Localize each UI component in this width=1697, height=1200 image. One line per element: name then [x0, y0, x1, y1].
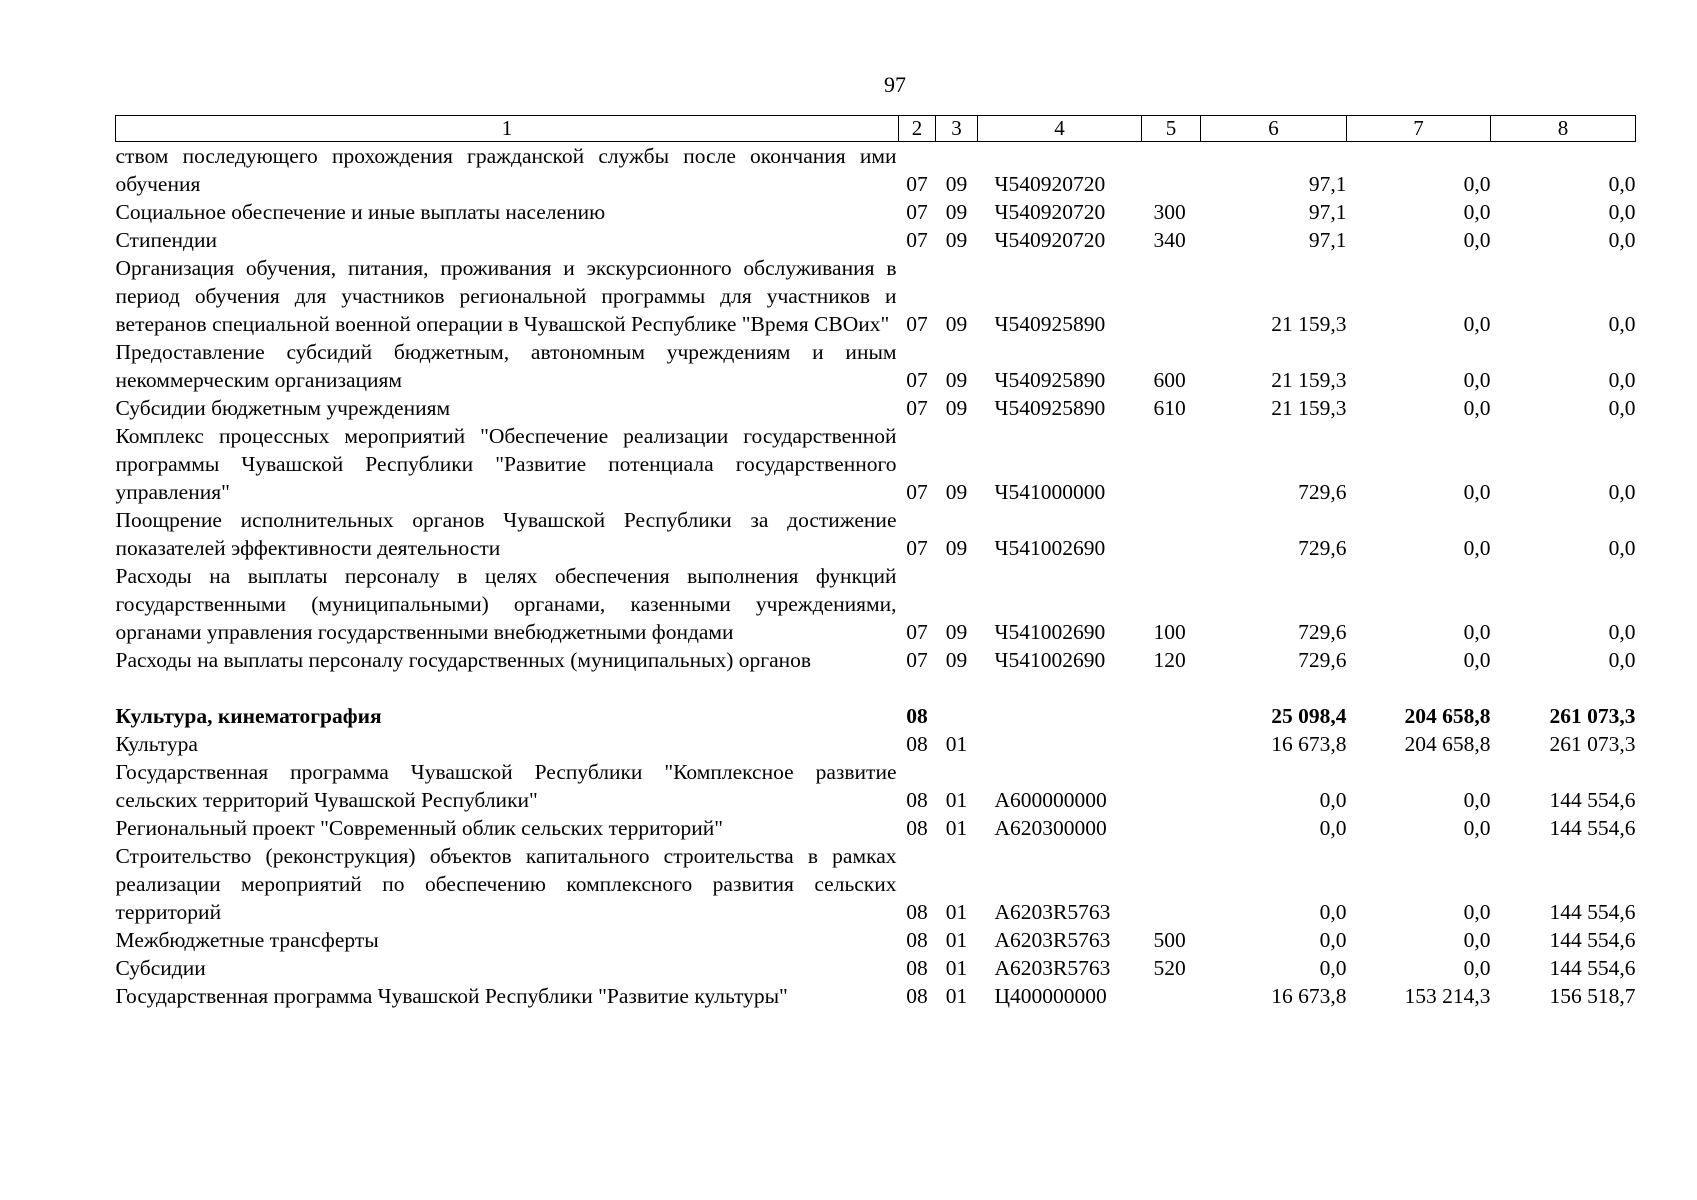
table-row	[116, 562, 1636, 646]
amount-col7-cell: 0,0	[1463, 172, 1491, 196]
target-item-code-cell: А600000000	[994, 788, 1107, 812]
section-code-cell: 07	[906, 396, 928, 420]
amount-col6-cell: 21 159,3	[1271, 368, 1347, 392]
expense-type-code-cell	[1142, 422, 1201, 506]
table-row	[116, 646, 1636, 674]
target-item-code-cell: Ц400000000	[994, 984, 1107, 1008]
row-name-cell: Расходы на выплаты персоналу в целях обеспечения выполнения функций государственными (муниципальными) органами, казенными учреждениями, органами управления государственными внебюджетными фондами	[115, 564, 897, 644]
target-item-code-cell: А6203R5763	[994, 956, 1111, 980]
table-row	[116, 198, 1636, 226]
amount-col8-cell: 144 554,6	[1549, 928, 1636, 952]
amount-col7-cell: 0,0	[1463, 228, 1491, 252]
amount-col7-cell: 204 658,8	[1404, 732, 1491, 756]
row-name-cell: Культура, кинематография	[115, 704, 382, 728]
amount-col6-cell: 729,6	[1298, 648, 1347, 672]
amount-col8-cell: 0,0	[1608, 396, 1636, 420]
amount-col7-cell: 0,0	[1463, 956, 1491, 980]
amount-col6-cell: 16 673,8	[1271, 984, 1347, 1008]
row-name-cell: Культура	[115, 732, 198, 756]
subsection-code-cell: 09	[945, 396, 968, 420]
amount-col8-cell: 0,0	[1608, 228, 1636, 252]
subsection-code-cell: 09	[945, 228, 968, 252]
subsection-code-cell: 01	[945, 928, 968, 952]
amount-col6-cell: 21 159,3	[1271, 396, 1347, 420]
amount-col8-cell: 261 073,3	[1549, 732, 1636, 756]
expense-type-code-cell: 600	[1153, 368, 1186, 392]
table-row	[116, 226, 1636, 254]
amount-col7-cell: 0,0	[1463, 648, 1491, 672]
expense-type-code-cell	[1142, 702, 1201, 730]
row-name-cell: Региональный проект "Современный облик сельских территорий"	[115, 816, 723, 840]
row-name-cell: Комплекс процессных мероприятий "Обеспечение реализации государственной программы Чувашской Республики "Развитие потенциала государственного управления"	[115, 424, 897, 504]
table-row	[116, 702, 1636, 730]
amount-col6-cell: 0,0	[1319, 788, 1347, 812]
amount-col7-cell: 0,0	[1463, 312, 1491, 336]
section-code-cell: 08	[906, 732, 928, 756]
spacer-cell	[116, 674, 1636, 702]
column-header-2: 2	[899, 116, 936, 142]
amount-col8-cell: 0,0	[1608, 172, 1636, 196]
section-code-cell: 08	[906, 928, 928, 952]
subsection-code-cell: 09	[945, 312, 968, 336]
row-name-cell: Предоставление субсидий бюджетным, автономным учреждениям и иным некоммерческим организациям	[115, 340, 897, 392]
expense-type-code-cell: 500	[1153, 928, 1186, 952]
amount-col6-cell: 21 159,3	[1271, 312, 1347, 336]
table-row	[116, 394, 1636, 422]
target-item-code-cell: Ч540925890	[994, 368, 1106, 392]
row-name-cell: Субсидии	[115, 956, 206, 980]
table-row	[116, 758, 1636, 814]
amount-col7-cell: 0,0	[1463, 536, 1491, 560]
section-code-cell: 07	[906, 312, 928, 336]
expense-type-code-cell	[1142, 730, 1201, 758]
section-code-cell: 08	[906, 984, 928, 1008]
expense-type-code-cell: 340	[1153, 228, 1186, 252]
table-row	[116, 926, 1636, 954]
budget-table-container	[115, 115, 1635, 1010]
subsection-code-cell: 01	[945, 816, 968, 840]
section-code-cell: 07	[906, 480, 928, 504]
amount-col6-cell: 97,1	[1308, 200, 1347, 224]
target-item-code-cell	[978, 730, 1142, 758]
column-header-7: 7	[1347, 116, 1491, 142]
expense-type-code-cell: 610	[1153, 396, 1186, 420]
amount-col8-cell: 0,0	[1608, 480, 1636, 504]
target-item-code-cell: Ч540925890	[994, 396, 1106, 420]
amount-col7-cell: 0,0	[1463, 200, 1491, 224]
section-code-cell: 08	[906, 704, 928, 728]
target-item-code-cell: Ч541002690	[994, 536, 1106, 560]
target-item-code-cell: Ч541002690	[994, 620, 1106, 644]
spacer-row	[116, 674, 1636, 702]
amount-col7-cell: 204 658,8	[1404, 704, 1491, 728]
table-row	[116, 814, 1636, 842]
section-code-cell: 08	[906, 816, 928, 840]
amount-col8-cell: 0,0	[1608, 620, 1636, 644]
subsection-code-cell: 01	[945, 732, 968, 756]
amount-col8-cell: 0,0	[1608, 200, 1636, 224]
column-header-3: 3	[936, 116, 978, 142]
column-header-5: 5	[1142, 116, 1201, 142]
subsection-code-cell: 01	[945, 900, 968, 924]
row-name-cell: Расходы на выплаты персоналу государственных (муниципальных) органов	[115, 648, 812, 672]
section-code-cell: 07	[906, 200, 928, 224]
amount-col6-cell: 97,1	[1308, 172, 1347, 196]
amount-col7-cell: 0,0	[1463, 368, 1491, 392]
amount-col8-cell: 0,0	[1608, 536, 1636, 560]
section-code-cell: 07	[906, 620, 928, 644]
target-item-code-cell: А6203R5763	[994, 900, 1111, 924]
column-header-1: 1	[116, 116, 899, 142]
subsection-code-cell: 01	[945, 788, 968, 812]
row-name-cell: Субсидии бюджетным учреждениям	[115, 396, 451, 420]
target-item-code-cell: А620300000	[994, 816, 1107, 840]
amount-col7-cell: 0,0	[1463, 480, 1491, 504]
section-code-cell: 08	[906, 900, 928, 924]
amount-col6-cell: 729,6	[1298, 620, 1347, 644]
expense-type-code-cell	[1142, 254, 1201, 338]
table-header	[116, 116, 1636, 142]
subsection-code-cell: 09	[945, 648, 968, 672]
amount-col6-cell: 729,6	[1298, 480, 1347, 504]
subsection-code-cell: 01	[945, 984, 968, 1008]
column-number-row	[116, 116, 1636, 142]
table-row	[116, 954, 1636, 982]
expense-type-code-cell	[1142, 758, 1201, 814]
table-body	[116, 142, 1636, 1011]
section-code-cell: 08	[906, 788, 928, 812]
expense-type-code-cell: 100	[1153, 620, 1186, 644]
target-item-code-cell: Ч540920720	[994, 228, 1106, 252]
amount-col8-cell: 0,0	[1608, 368, 1636, 392]
column-header-6: 6	[1201, 116, 1347, 142]
amount-col8-cell: 144 554,6	[1549, 900, 1636, 924]
row-name-cell: Поощрение исполнительных органов Чувашской Республики за достижение показателей эффективности деятельности	[115, 508, 897, 560]
expense-type-code-cell	[1142, 142, 1201, 199]
section-code-cell: 07	[906, 172, 928, 196]
row-name-cell: Государственная программа Чувашской Республики "Развитие культуры"	[115, 984, 788, 1008]
amount-col7-cell: 0,0	[1463, 396, 1491, 420]
target-item-code-cell: Ч541002690	[994, 648, 1106, 672]
page-number: 97	[884, 72, 906, 97]
subsection-code-cell: 09	[945, 200, 968, 224]
amount-col8-cell: 144 554,6	[1549, 816, 1636, 840]
amount-col8-cell: 156 518,7	[1549, 984, 1636, 1008]
budget-table	[115, 115, 1636, 1010]
amount-col8-cell: 144 554,6	[1549, 956, 1636, 980]
row-name-cell: Стипендии	[115, 228, 217, 252]
subsection-code-cell: 09	[945, 172, 968, 196]
amount-col8-cell: 144 554,6	[1549, 788, 1636, 812]
target-item-code-cell: А6203R5763	[994, 928, 1111, 952]
amount-col7-cell: 0,0	[1463, 928, 1491, 952]
target-item-code-cell: Ч540920720	[994, 200, 1106, 224]
column-header-8: 8	[1491, 116, 1636, 142]
amount-col6-cell: 0,0	[1319, 928, 1347, 952]
expense-type-code-cell	[1142, 506, 1201, 562]
target-item-code-cell: Ч541000000	[994, 480, 1106, 504]
section-code-cell: 08	[906, 956, 928, 980]
amount-col6-cell: 729,6	[1298, 536, 1347, 560]
amount-col7-cell: 0,0	[1463, 900, 1491, 924]
target-item-code-cell: Ч540920720	[994, 172, 1106, 196]
amount-col6-cell: 0,0	[1319, 816, 1347, 840]
expense-type-code-cell: 520	[1153, 956, 1186, 980]
amount-col7-cell: 0,0	[1463, 620, 1491, 644]
subsection-code-cell: 09	[945, 620, 968, 644]
section-code-cell: 07	[906, 536, 928, 560]
table-row	[116, 982, 1636, 1010]
amount-col7-cell: 153 214,3	[1404, 984, 1491, 1008]
amount-col8-cell: 261 073,3	[1549, 704, 1636, 728]
table-row	[116, 422, 1636, 506]
subsection-code-cell: 09	[945, 480, 968, 504]
row-name-cell: Социальное обеспечение и иные выплаты населению	[115, 200, 606, 224]
amount-col6-cell: 97,1	[1308, 228, 1347, 252]
row-name-cell: Межбюджетные трансферты	[115, 928, 379, 952]
target-item-code-cell	[978, 702, 1142, 730]
table-row	[116, 254, 1636, 338]
expense-type-code-cell: 120	[1153, 648, 1186, 672]
table-row	[116, 338, 1636, 394]
amount-col7-cell: 0,0	[1463, 788, 1491, 812]
section-code-cell: 07	[906, 368, 928, 392]
amount-col7-cell: 0,0	[1463, 816, 1491, 840]
subsection-code-cell: 09	[945, 368, 968, 392]
expense-type-code-cell	[1142, 842, 1201, 926]
table-row	[116, 142, 1636, 199]
expense-type-code-cell	[1142, 982, 1201, 1010]
section-code-cell: 07	[906, 648, 928, 672]
row-name-cell: ством последующего прохождения гражданской службы после окончания ими обучения	[115, 144, 897, 196]
subsection-code-cell: 09	[945, 536, 968, 560]
column-header-4: 4	[978, 116, 1142, 142]
table-row	[116, 730, 1636, 758]
amount-col6-cell: 0,0	[1319, 900, 1347, 924]
amount-col8-cell: 0,0	[1608, 648, 1636, 672]
row-name-cell: Организация обучения, питания, проживания и экскурсионного обслуживания в период обучения для участников региональной программы для участников и ветеранов специальной военной операции в Чувашской Республике "Время СВОих"	[115, 256, 897, 336]
section-code-cell: 07	[906, 228, 928, 252]
subsection-code-cell	[936, 702, 978, 730]
expense-type-code-cell	[1142, 814, 1201, 842]
row-name-cell: Строительство (реконструкция) объектов капитального строительства в рамках реализации мероприятий по обеспечению комплексного развития сельских территорий	[115, 844, 897, 924]
amount-col6-cell: 25 098,4	[1271, 704, 1347, 728]
expense-type-code-cell: 300	[1153, 200, 1186, 224]
table-row	[116, 842, 1636, 926]
table-row	[116, 506, 1636, 562]
row-name-cell: Государственная программа Чувашской Республики "Комплексное развитие сельских территорий Чувашской Республики"	[115, 760, 897, 812]
amount-col8-cell: 0,0	[1608, 312, 1636, 336]
target-item-code-cell: Ч540925890	[994, 312, 1106, 336]
amount-col6-cell: 16 673,8	[1271, 732, 1347, 756]
subsection-code-cell: 01	[945, 956, 968, 980]
amount-col6-cell: 0,0	[1319, 956, 1347, 980]
